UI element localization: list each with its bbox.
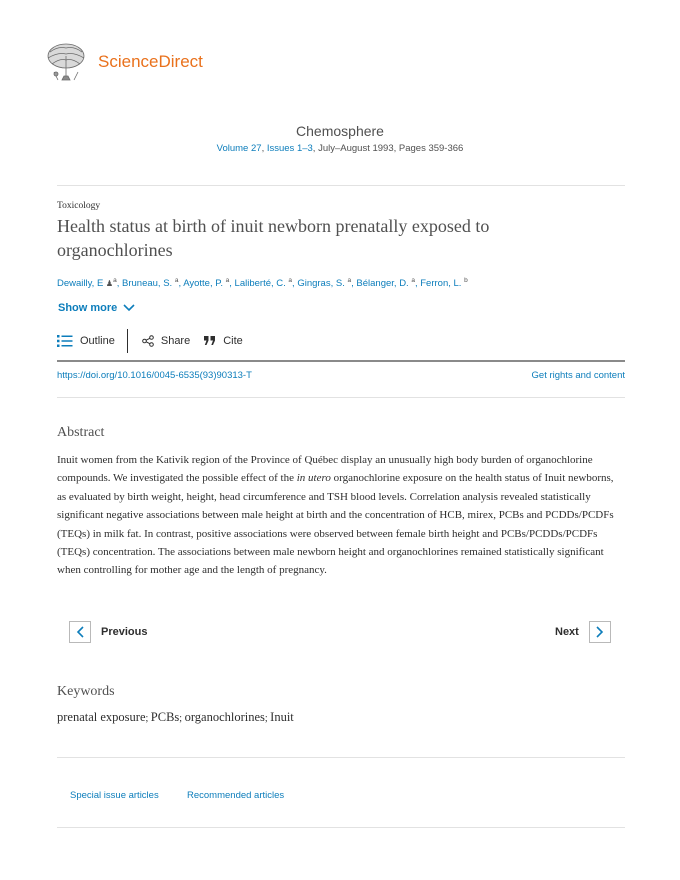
previous-label: Previous [101, 626, 148, 638]
next-button[interactable] [555, 621, 611, 643]
author-link[interactable]: Bélanger, D. $^a$ [356, 277, 415, 290]
outline-button[interactable] [57, 329, 115, 353]
divider [57, 185, 625, 186]
author-link[interactable]: Laliberté, C. $^a$ [234, 277, 293, 290]
elsevier-tree-icon [44, 42, 88, 82]
rights-link[interactable]: Get rights and content [531, 370, 625, 381]
divider [57, 827, 625, 828]
next-label: Next [555, 626, 579, 638]
brand-name: ScienceDirect [98, 52, 203, 71]
cite-button[interactable] [204, 329, 243, 353]
show-more-button[interactable] [58, 302, 135, 314]
volume-link[interactable]: Volume 27 [216, 143, 262, 154]
keyword-list: prenatal exposure; PCBs; organochlorines; Inuit [57, 710, 294, 724]
chevron-left-icon [69, 621, 91, 643]
outline-label: Outline [80, 335, 115, 347]
author-list: Dewailly, E ♟$^a$, Bruneau, S. $^a$, Ayotte, P. $^a$, Laliberté, C. $^a$, Gingras, S. $^a$, Bélanger, D. $^a$, Ferron, L. $^b$ [57, 277, 468, 290]
article-title: Health status at birth of inuit newborn prenatally exposed to organochlorines [57, 216, 490, 260]
person-icon: ♟ [105, 279, 114, 289]
special-issue-articles-link[interactable]: Special issue articles [70, 790, 159, 801]
author-link[interactable]: Bruneau, S. $^a$ [122, 277, 179, 290]
divider [57, 397, 625, 398]
author-link[interactable]: Dewailly, E ♟$^a$ [57, 277, 117, 290]
author-link[interactable]: Gingras, S. $^a$ [297, 277, 352, 290]
abstract-text: Inuit women from the Kativik region of the Province of Québec display an unusually high body burden of organochlorine compounds. We investigated the possible effect of the in utero organochlorine exposure on the health status of Inuit newborns, as evaluated by birth weight, height, head circumference and TSH blood levels. Correlation analysis revealed statistically significant negative associations between male height at birth and the concentration of HCB, mirex, PCBs and PCDDs/PCDFs (TEQs) in milk fat. In contrast, positive associations were observed between female birth height and PCBs/PCDDs/PCDFs (TEQs) concentration. The associations between male newborn height and organochlorines remained statistically significant when controlling for mother age and the length of pregnancy. [57, 454, 614, 577]
toolbar-divider-line [57, 360, 625, 362]
article-toolbar [57, 329, 243, 353]
share-button[interactable] [142, 329, 190, 353]
quote-icon [204, 336, 216, 346]
share-icon [142, 335, 154, 347]
keywords-heading: Keywords [57, 684, 115, 699]
keyword: Inuit [270, 710, 294, 724]
issue-info: Volume 27, Issues 1–3, July–August 1993, Pages 359-366 [216, 143, 464, 154]
keyword: organochlorines [184, 710, 265, 724]
doi-link[interactable]: https://doi.org/10.1016/0045-6535(93)90313-T [57, 370, 252, 381]
share-label: Share [160, 335, 191, 347]
issues-link[interactable]: Issues 1–3 [266, 143, 313, 154]
recommended-articles-link[interactable]: Recommended articles [187, 790, 285, 801]
keyword: PCBs [150, 710, 180, 724]
issue-date-pages: , July–August 1993, Pages 359-366 [312, 143, 464, 154]
sciencedirect-logo[interactable] [44, 42, 203, 82]
show-more-label: Show more [58, 302, 118, 314]
chevron-right-icon [589, 621, 611, 643]
author-link[interactable]: Ferron, L. $^b$ [420, 277, 468, 290]
abstract-italic: in utero [296, 472, 331, 485]
keyword: prenatal exposure [57, 710, 146, 724]
cite-label: Cite [223, 335, 243, 347]
author-link[interactable]: Ayotte, P. $^a$ [183, 277, 230, 290]
list-icon [57, 335, 73, 347]
previous-button[interactable] [69, 621, 147, 643]
journal-title[interactable]: Chemosphere [296, 123, 384, 139]
article-type: Toxicology [57, 201, 101, 211]
toolbar-divider [127, 329, 128, 353]
chevron-down-icon [123, 304, 135, 312]
abstract-heading: Abstract [57, 425, 105, 440]
divider [57, 757, 625, 758]
